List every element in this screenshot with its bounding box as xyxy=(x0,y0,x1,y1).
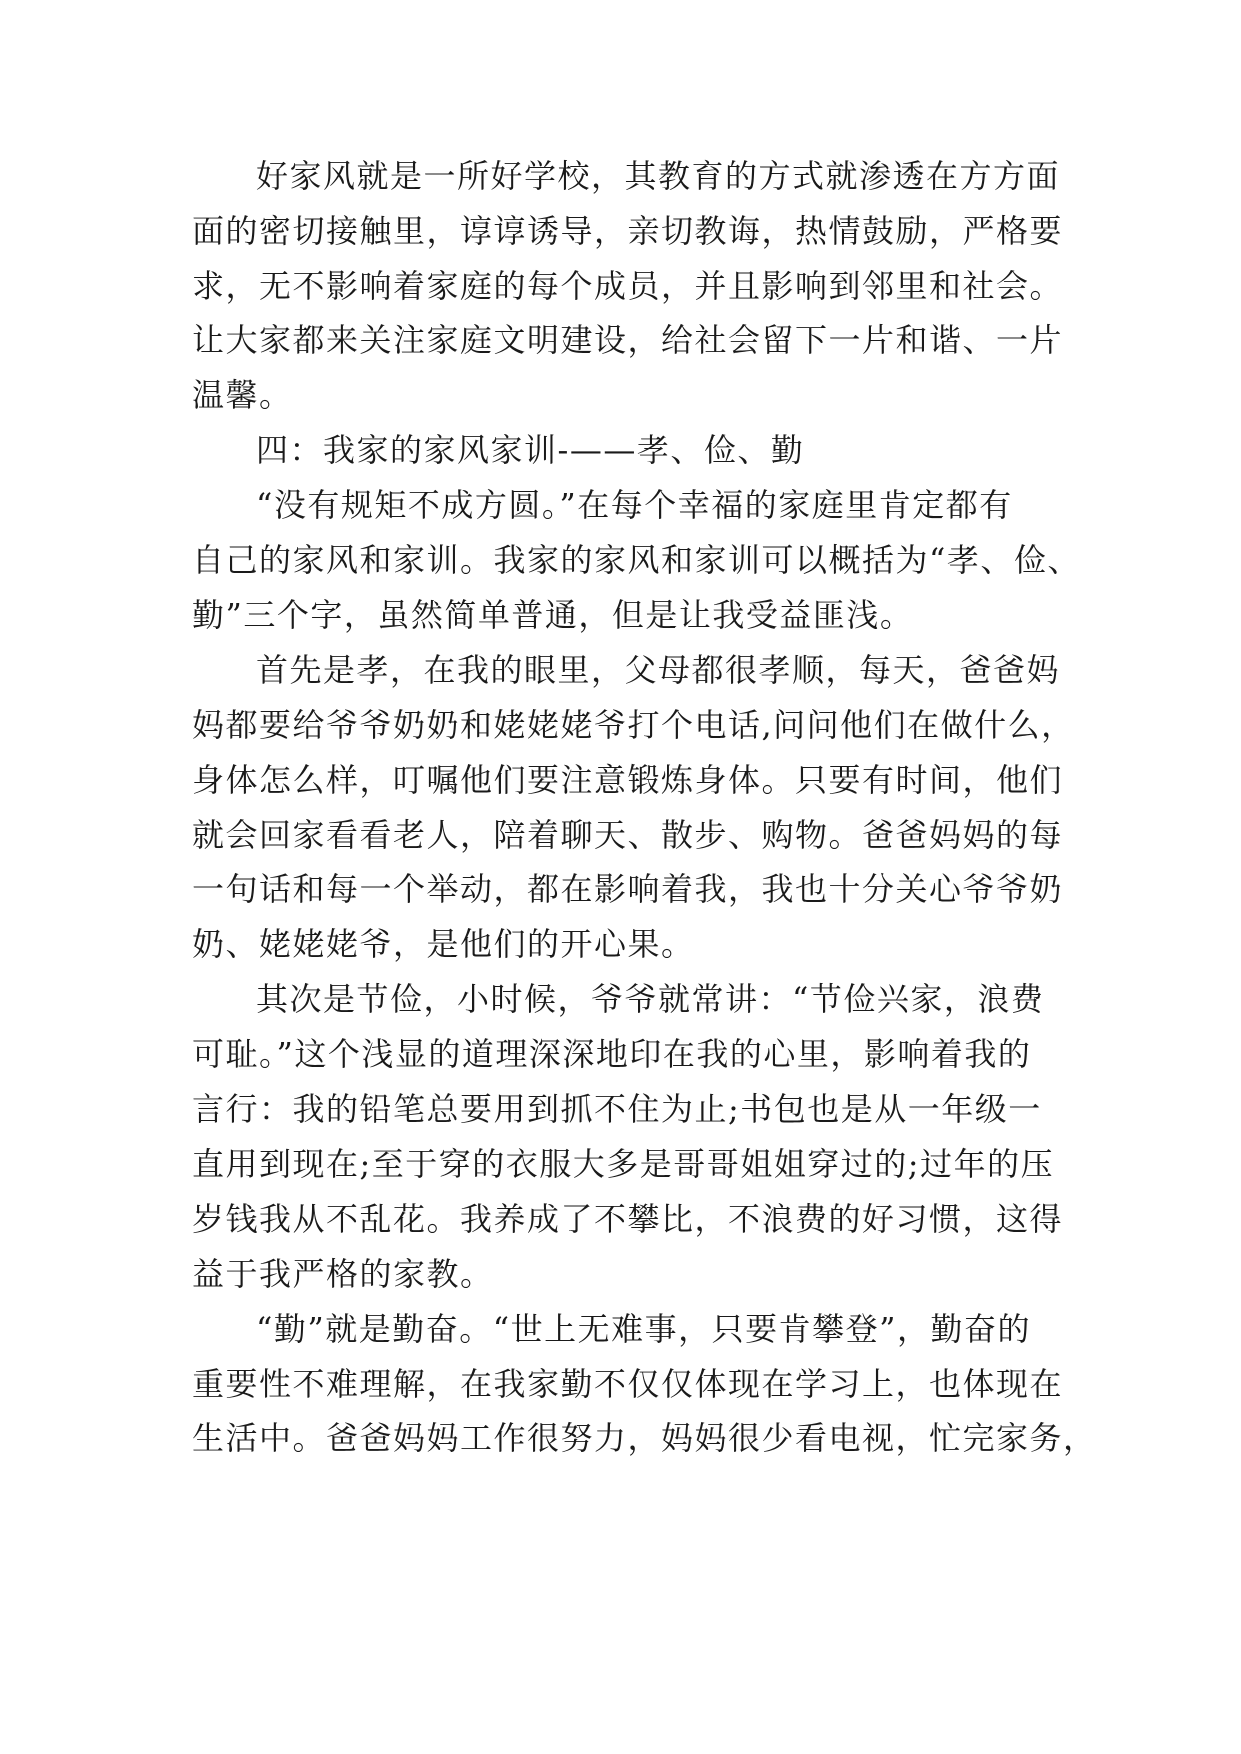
paragraph-5-line-4: 直用到现在;至于穿的衣服大多是哥哥姐姐穿过的;过年的压 xyxy=(192,1145,1055,1183)
paragraph-1-line-2: 面的密切接触里，谆谆诱导，亲切教诲，热情鼓励，严格要 xyxy=(192,212,1064,250)
section-heading: 四：我家的家风家训-——孝、俭、勤 xyxy=(256,431,805,469)
paragraph-4-line-5: 一句话和每一个举动，都在影响着我，我也十分关心爷爷奶 xyxy=(192,870,1064,908)
paragraph-5-line-5: 岁钱我从不乱花。我养成了不攀比，不浪费的好习惯，这得 xyxy=(192,1200,1064,1238)
paragraph-3-line-1: “没有规矩不成方圆。”在每个幸福的家庭里肯定都有 xyxy=(256,486,1013,524)
paragraph-4-line-6: 奶、姥姥姥爷，是他们的开心果。 xyxy=(192,925,695,963)
paragraph-4-line-2: 妈都要给爷爷奶奶和姥姥姥爷打个电话,问问他们在做什么， xyxy=(192,706,1075,744)
paragraph-1-line-1: 好家风就是一所好学校，其教育的方式就渗透在方方面 xyxy=(256,157,1061,195)
paragraph-6-line-3: 生活中。爸爸妈妈工作很努力，妈妈很少看电视，忙完家务， xyxy=(192,1419,1097,1457)
paragraph-3-line-3: 勤”三个字，虽然简单普通，但是让我受益匪浅。 xyxy=(192,596,914,634)
paragraph-1-line-4: 让大家都来关注家庭文明建设，给社会留下一片和谐、一片 xyxy=(192,321,1064,359)
paragraph-4-line-3: 身体怎么样，叮嘱他们要注意锻炼身体。只要有时间，他们 xyxy=(192,761,1064,799)
paragraph-3-line-2: 自己的家风和家训。我家的家风和家训可以概括为“孝、俭、 xyxy=(192,541,1081,579)
paragraph-5-line-2: 可耻。”这个浅显的道理深深地印在我的心里，影响着我的 xyxy=(192,1035,1032,1073)
paragraph-5-line-6: 益于我严格的家教。 xyxy=(192,1255,494,1293)
paragraph-1-line-5: 温馨。 xyxy=(192,376,293,414)
paragraph-4-line-4: 就会回家看看老人，陪着聊天、散步、购物。爸爸妈妈的每 xyxy=(192,816,1064,854)
paragraph-5-line-1: 其次是节俭，小时候，爷爷就常讲：“节俭兴家，浪费 xyxy=(256,980,1045,1018)
paragraph-6-line-2: 重要性不难理解，在我家勤不仅仅体现在学习上，也体现在 xyxy=(192,1365,1064,1403)
paragraph-6-line-1: “勤”就是勤奋。“世上无难事，只要肯攀登”，勤奋的 xyxy=(256,1310,1031,1348)
paragraph-5-line-3: 言行：我的铅笔总要用到抓不住为止;书包也是从一年级一 xyxy=(192,1090,1042,1128)
paragraph-4-line-1: 首先是孝，在我的眼里，父母都很孝顺，每天，爸爸妈 xyxy=(256,651,1061,689)
paragraph-1-line-3: 求，无不影响着家庭的每个成员，并且影响到邻里和社会。 xyxy=(192,267,1064,305)
